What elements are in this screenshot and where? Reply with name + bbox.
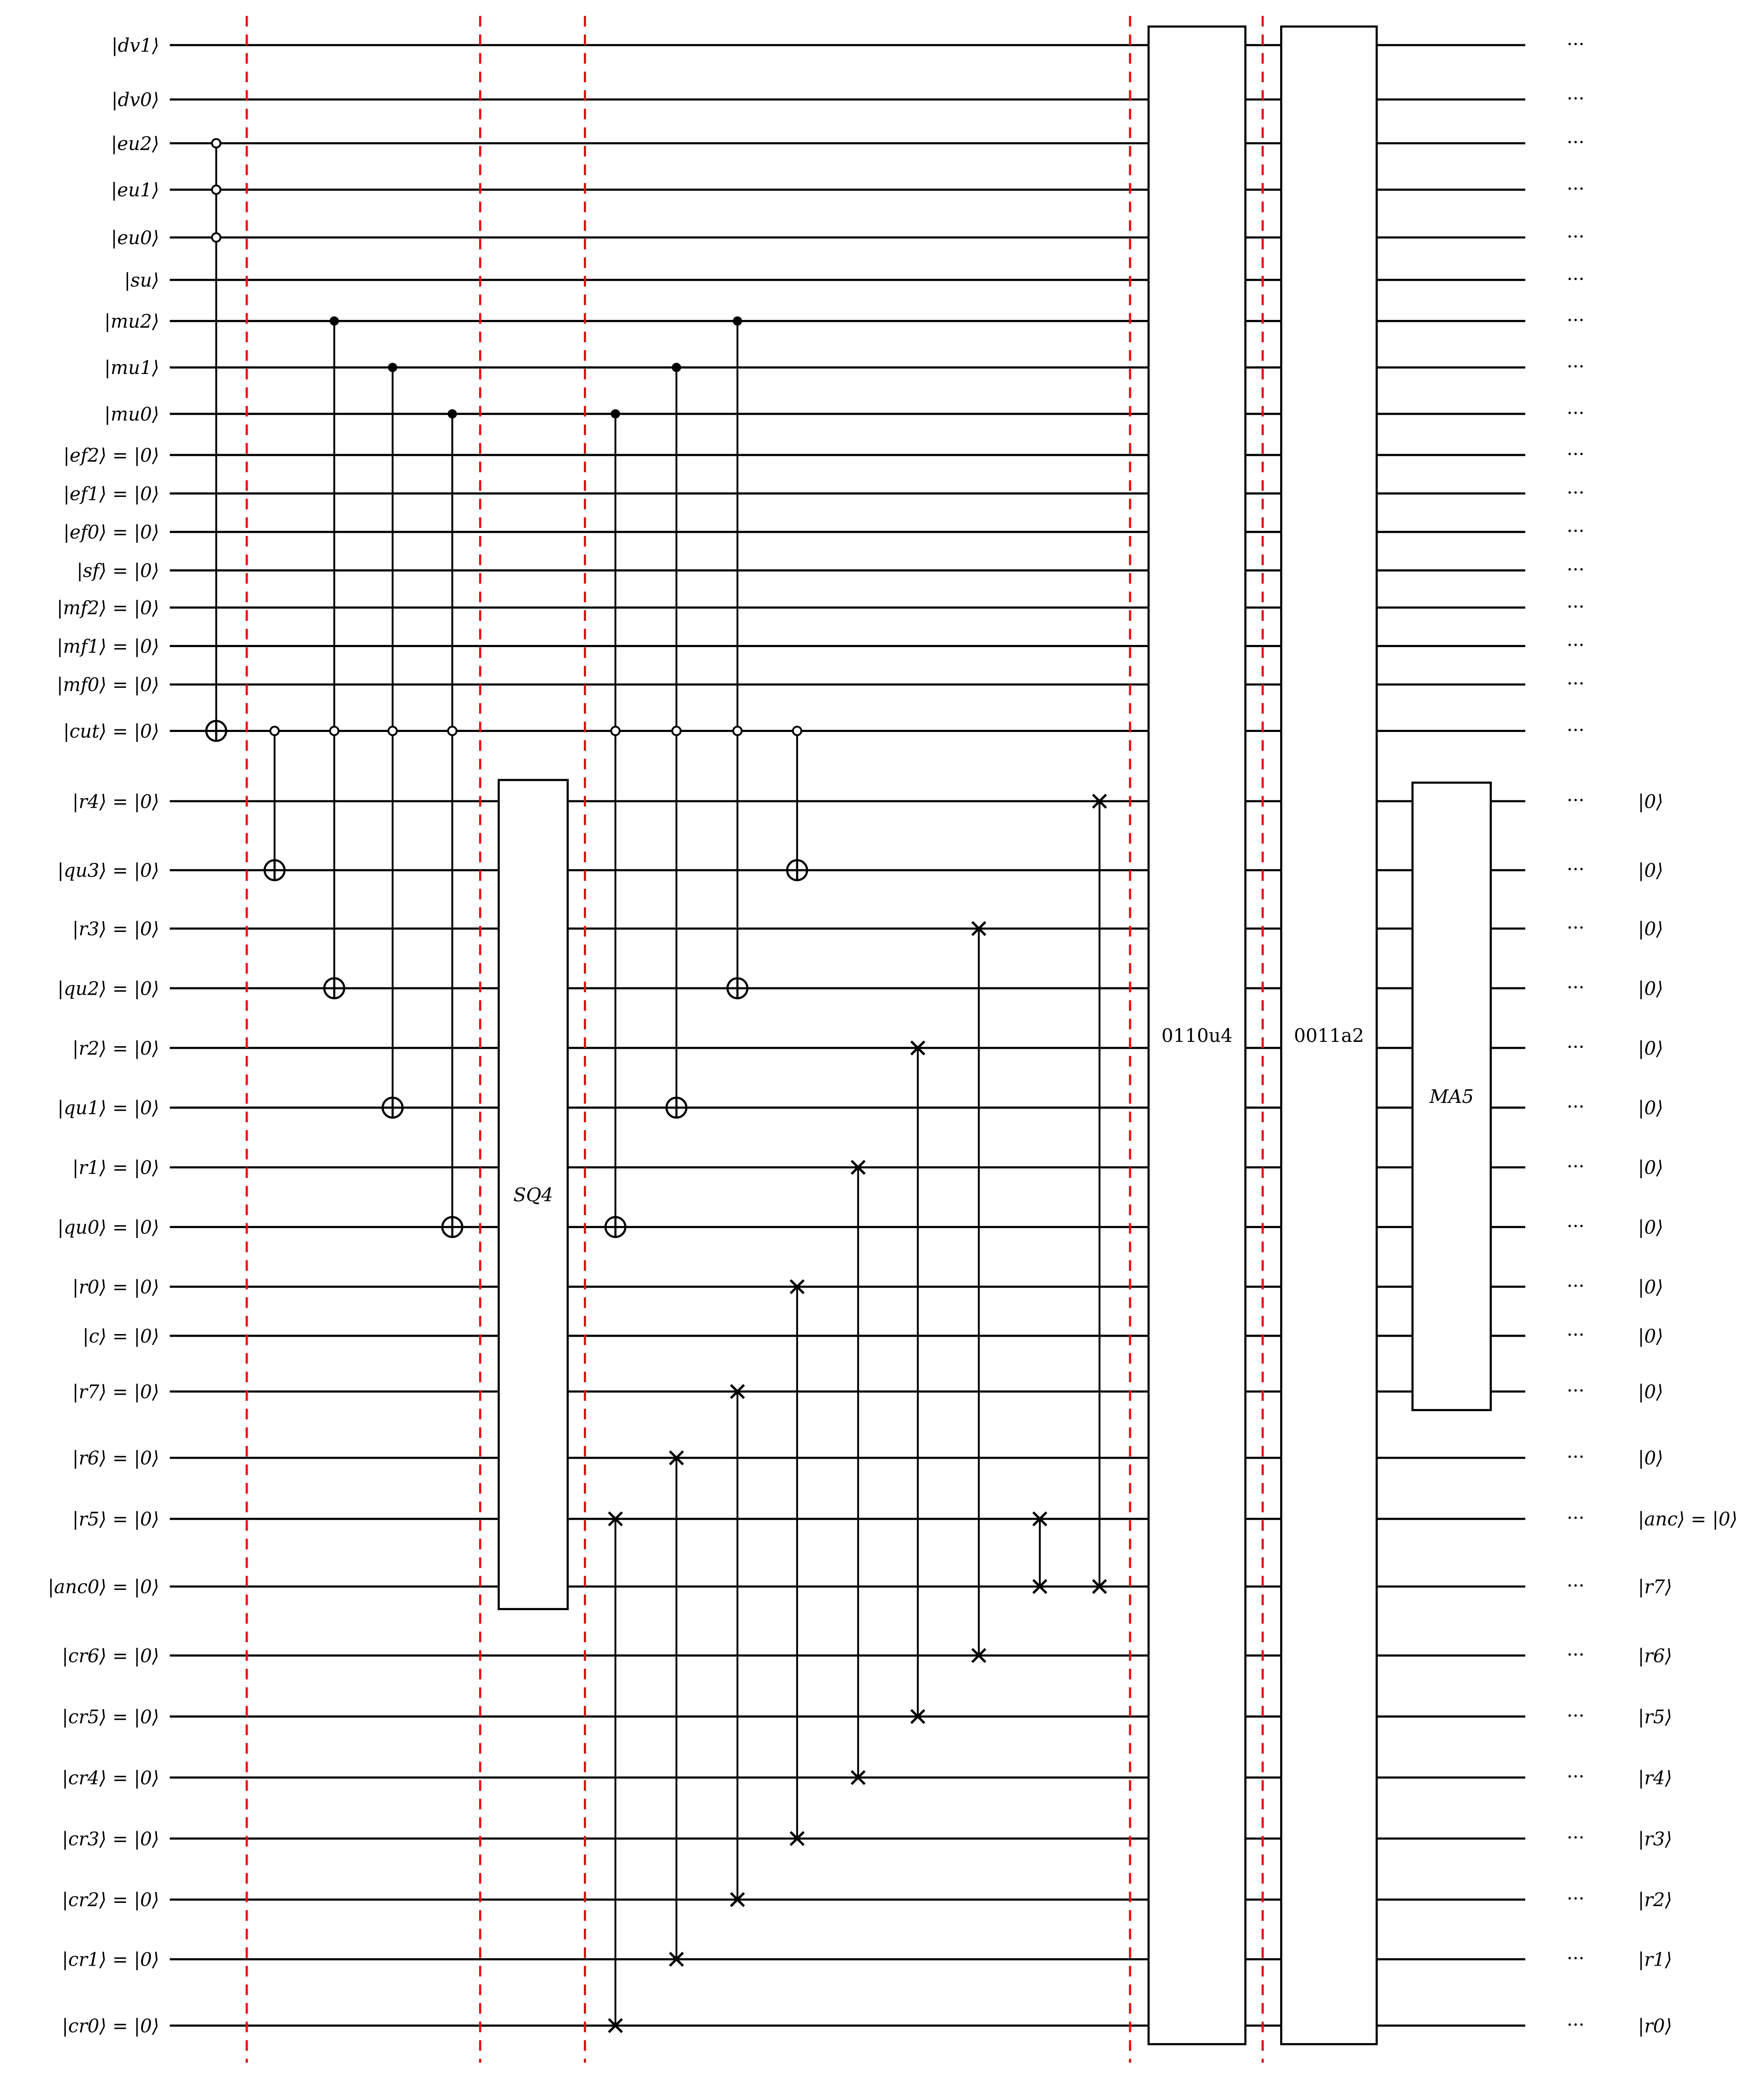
- wire-input-label: |cr0⟩ = |0⟩: [62, 2015, 159, 2037]
- filled-control-dot: [330, 316, 339, 326]
- wire-input-label: |ef1⟩ = |0⟩: [63, 483, 159, 505]
- wire-input-label: |cr6⟩ = |0⟩: [62, 1645, 159, 1667]
- wire-output-label: |r3⟩: [1638, 1828, 1672, 1850]
- continuation-dots: ···: [1567, 673, 1585, 695]
- continuation-dots: ···: [1567, 1036, 1585, 1058]
- open-control-dot: [270, 727, 279, 735]
- continuation-dots: ···: [1567, 1644, 1585, 1666]
- wire-output-label: |0⟩: [1638, 860, 1664, 882]
- open-control-dot: [388, 727, 397, 735]
- wire-input-label: |ef0⟩ = |0⟩: [63, 522, 159, 544]
- continuation-dots: ···: [1567, 559, 1585, 581]
- continuation-dots: ···: [1567, 858, 1585, 880]
- wire-output-label: |0⟩: [1638, 1217, 1664, 1239]
- wire-input-label: |cr3⟩ = |0⟩: [62, 1828, 159, 1850]
- open-control-dot: [672, 727, 681, 735]
- open-control-dot: [212, 139, 221, 148]
- filled-control-dot: [447, 409, 457, 418]
- wire-input-label: |cr5⟩ = |0⟩: [62, 1706, 159, 1728]
- continuation-dots: ···: [1567, 790, 1585, 812]
- wire-input-label: |r2⟩ = |0⟩: [72, 1038, 159, 1060]
- wire-input-label: |mu2⟩: [104, 310, 159, 332]
- barriers: [247, 16, 1262, 2063]
- wire-output-label: |r6⟩: [1638, 1645, 1672, 1667]
- continuation-dots: ···: [1567, 402, 1585, 424]
- open-control-dot: [611, 727, 620, 735]
- wire-input-label: |dv0⟩: [111, 89, 159, 111]
- continuation-dots: ···: [1567, 268, 1585, 290]
- wire-output-label: |0⟩: [1638, 1157, 1664, 1179]
- continuation-dots: ···: [1567, 33, 1585, 55]
- continuation-dots: ···: [1567, 1275, 1585, 1297]
- filled-control-dot: [388, 363, 397, 372]
- wire-input-label: |cr4⟩ = |0⟩: [62, 1767, 159, 1789]
- wire-input-label: |r3⟩ = |0⟩: [72, 918, 159, 940]
- wire-input-label: |su⟩: [124, 269, 159, 291]
- wire-input-label: |r7⟩ = |0⟩: [72, 1381, 159, 1403]
- continuation-dots: ···: [1567, 226, 1585, 248]
- continuation-dots: ···: [1567, 1705, 1585, 1727]
- continuation-dots: ···: [1567, 1446, 1585, 1468]
- wire-input-label: |eu2⟩: [111, 133, 159, 155]
- gate-box-label: SQ4: [513, 1184, 553, 1206]
- open-control-dot: [330, 727, 339, 735]
- wire-input-label: |r4⟩ = |0⟩: [72, 791, 159, 813]
- wire-input-label: |qu3⟩ = |0⟩: [57, 860, 159, 882]
- wire-input-label: |eu0⟩: [111, 227, 159, 249]
- gates: [206, 26, 1491, 2044]
- wire-input-label: |qu1⟩ = |0⟩: [57, 1097, 159, 1119]
- continuation-dots: ···: [1567, 309, 1585, 331]
- wire-output-label: |r0⟩: [1638, 2015, 1672, 2037]
- continuation-dots: ···: [1567, 917, 1585, 939]
- continuation-dots: ···: [1567, 1827, 1585, 1849]
- wire-output-label: |r1⟩: [1638, 1949, 1672, 1971]
- wire-input-label: |r0⟩ = |0⟩: [72, 1276, 159, 1298]
- wire-input-label: |mf2⟩ = |0⟩: [57, 597, 159, 619]
- continuation-dots: ···: [1567, 88, 1585, 110]
- continuation-dots: ···: [1567, 1888, 1585, 1910]
- wire-output-label: |r7⟩: [1638, 1576, 1672, 1598]
- wire-input-label: |mf1⟩ = |0⟩: [57, 635, 159, 658]
- wire-input-label: |r5⟩ = |0⟩: [72, 1509, 159, 1531]
- gate-box-label: 0110u4: [1161, 1025, 1233, 1047]
- wire-input-label: |c⟩ = |0⟩: [82, 1325, 159, 1347]
- wire-output-label: |0⟩: [1638, 1325, 1664, 1347]
- gate-box-label: 0011a2: [1294, 1025, 1364, 1047]
- wire-input-label: |anc0⟩ = |0⟩: [48, 1576, 159, 1598]
- wire-input-label: |ef2⟩ = |0⟩: [63, 445, 159, 467]
- wire-output-label: |r4⟩: [1638, 1767, 1672, 1789]
- wire-output-label: |0⟩: [1638, 1447, 1664, 1470]
- continuation-dots: ···: [1567, 443, 1585, 465]
- wire-output-label: |0⟩: [1638, 791, 1664, 813]
- wire-input-label: |r6⟩ = |0⟩: [72, 1447, 159, 1470]
- open-control-dot: [212, 185, 221, 194]
- wire-output-label: |0⟩: [1638, 1097, 1664, 1119]
- wire-input-label: |mu0⟩: [104, 403, 159, 426]
- wire-output-label: |r5⟩: [1638, 1706, 1672, 1728]
- filled-control-dot: [733, 316, 742, 326]
- wire-input-label: |cr2⟩ = |0⟩: [62, 1889, 159, 1911]
- wire-input-label: |qu0⟩ = |0⟩: [57, 1217, 159, 1239]
- wire-input-label: |eu1⟩: [111, 179, 159, 201]
- open-control-dot: [212, 233, 221, 242]
- continuation-dots: ···: [1567, 132, 1585, 154]
- continuation-dots: ···: [1567, 719, 1585, 741]
- continuation-dots: ···: [1567, 1156, 1585, 1178]
- continuation-dots: ···: [1567, 2014, 1585, 2036]
- wire-output-label: |0⟩: [1638, 1038, 1664, 1060]
- wire-output-label: |anc⟩ = |0⟩: [1638, 1509, 1738, 1531]
- continuation-dots: ···: [1567, 1380, 1585, 1402]
- open-control-dot: [733, 727, 742, 735]
- wire-input-label: |cr1⟩ = |0⟩: [62, 1949, 159, 1971]
- wire-input-label: |sf⟩ = |0⟩: [77, 560, 159, 582]
- continuation-dots: ···: [1567, 634, 1585, 656]
- continuation-dots: ···: [1567, 520, 1585, 542]
- wire-output-label: |0⟩: [1638, 1276, 1664, 1298]
- wire-output-label: |0⟩: [1638, 978, 1664, 1000]
- open-control-dot: [793, 727, 802, 735]
- continuation-dots: ···: [1567, 1575, 1585, 1597]
- continuation-dots: ···: [1567, 596, 1585, 618]
- gate-box-label: MA5: [1429, 1086, 1474, 1108]
- wire-input-label: |mu1⟩: [104, 357, 159, 379]
- continuation-dots: ···: [1567, 1766, 1585, 1788]
- wire-input-label: |cut⟩ = |0⟩: [63, 720, 159, 742]
- continuation-dots: ···: [1567, 356, 1585, 378]
- wire-output-label: |r2⟩: [1638, 1889, 1672, 1911]
- wire-output-label: |0⟩: [1638, 1381, 1664, 1403]
- wire-input-label: |r1⟩ = |0⟩: [72, 1157, 159, 1179]
- wire-input-label: |mf0⟩ = |0⟩: [57, 674, 159, 696]
- wire-input-label: |qu2⟩ = |0⟩: [57, 978, 159, 1000]
- filled-control-dot: [672, 363, 681, 372]
- wire-input-label: |dv1⟩: [111, 35, 159, 57]
- filled-control-dot: [611, 409, 620, 418]
- continuation-dots: ···: [1567, 178, 1585, 200]
- continuation-dots: ···: [1567, 1096, 1585, 1118]
- continuation-dots: ···: [1567, 977, 1585, 999]
- wire-output-label: |0⟩: [1638, 918, 1664, 940]
- continuation-dots: ···: [1567, 482, 1585, 504]
- continuation-dots: ···: [1567, 1507, 1585, 1529]
- continuation-dots: ···: [1567, 1324, 1585, 1346]
- continuation-dots: ···: [1567, 1215, 1585, 1237]
- continuation-dots: ···: [1567, 1947, 1585, 1970]
- open-control-dot: [448, 727, 457, 735]
